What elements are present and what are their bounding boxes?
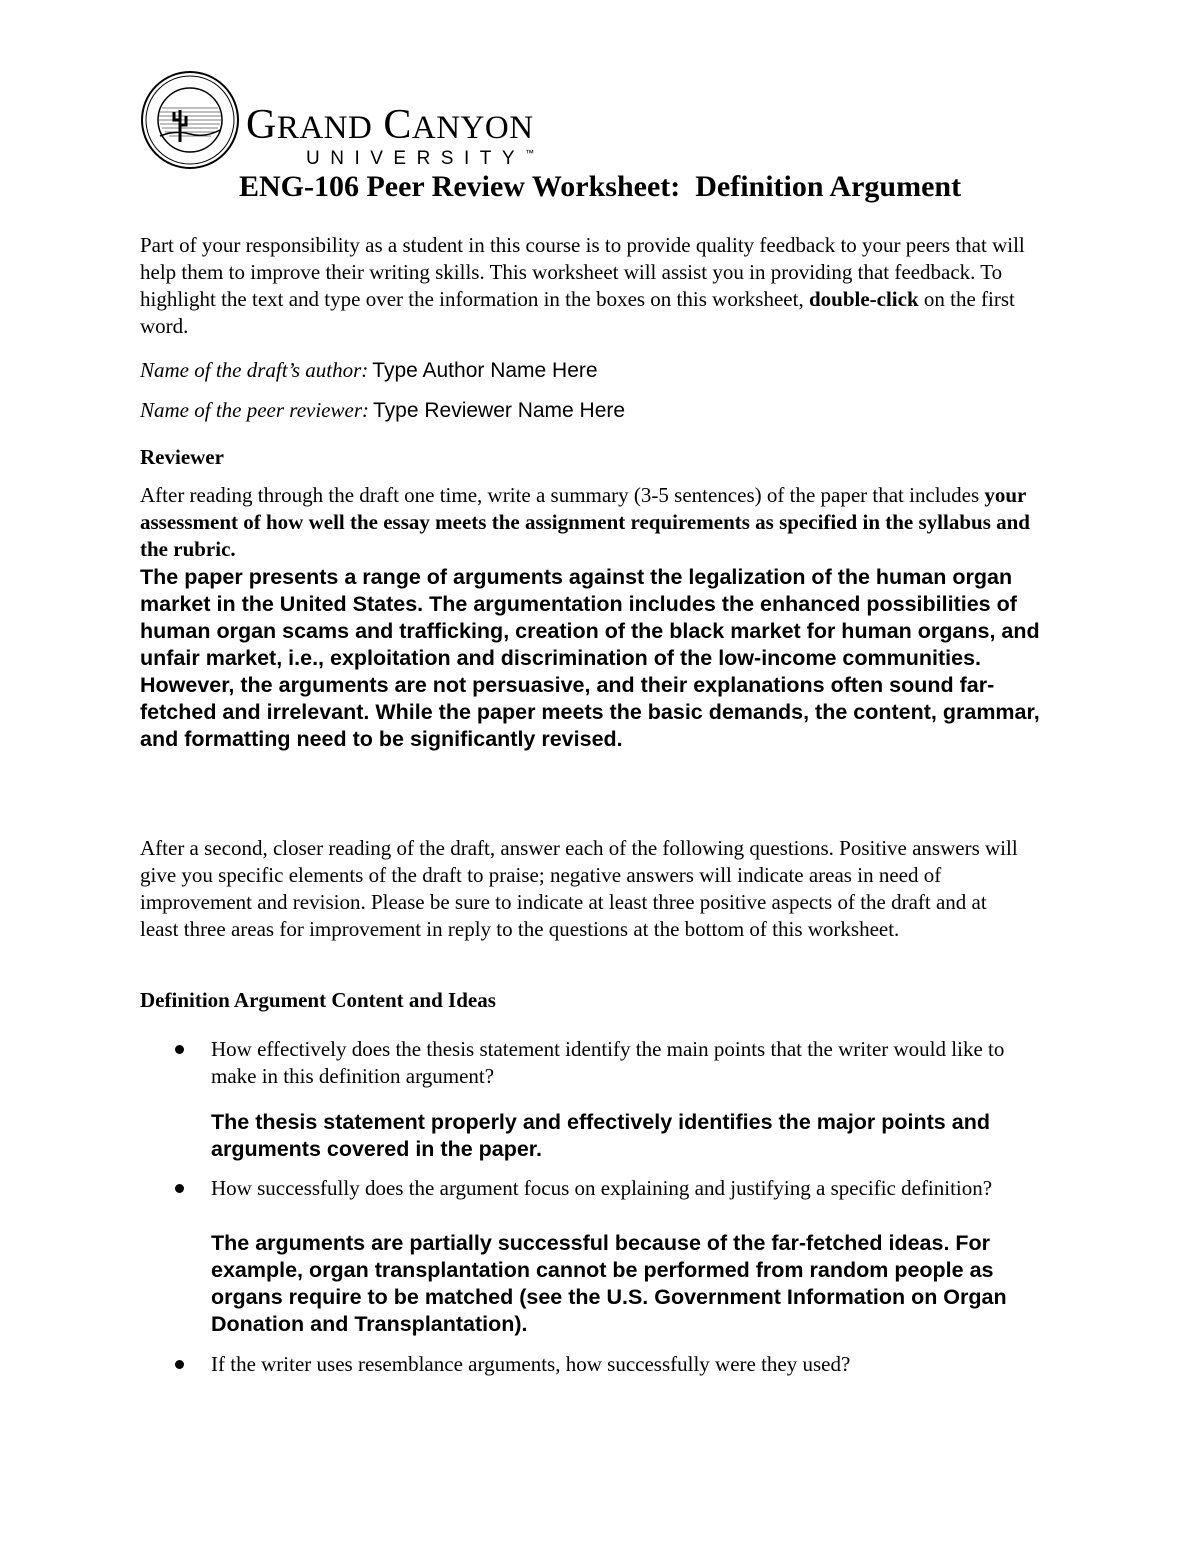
author-name-input[interactable]: Type Author Name Here: [372, 359, 598, 382]
logo-university-text: UNIVERSITY: [306, 148, 526, 169]
summary-prompt-text: After reading through the draft one time, write a summary (3-5 sentences) of the paper that includes: [140, 483, 980, 507]
bullet-icon: [175, 1184, 184, 1193]
bullet-icon: [175, 1360, 184, 1369]
answer-2[interactable]: The arguments are partially successful because of the far-fetched ideas. For example, organ transplantation cannot be performed from random people as organs require to be matched (see the U.S. Government Information on Organ Donation and Transplantation).: [211, 1231, 1007, 1336]
logo-wordmark-rand: RAND: [276, 110, 373, 146]
logo-wordmark-c: C: [383, 102, 412, 148]
university-seal-icon: [140, 70, 240, 170]
trademark-symbol: ™: [525, 148, 535, 158]
reviewer-heading: Reviewer: [140, 445, 224, 469]
intro-bold-instruction: double-click: [808, 287, 919, 311]
question-2: How successfully does the argument focus on explaining and justifying a specific definition?: [211, 1176, 993, 1200]
summary-answer[interactable]: The paper presents a range of arguments against the legalization of the human organ market in the United States. The argumentation includes the enhanced possibilities of human organ scams and trafficking, creation of the black market for human organs, and unfair market, i.e., exploitation and discrimination of the low-income communities. However, the arguments are not persuasive, and their explanations often sound far-fetched and irrelevant. While the paper meets the basic demands, the content, grammar, and formatting need to be significantly revised.: [140, 565, 1040, 751]
intro-text-end: on the first word.: [140, 287, 1015, 338]
section-heading: Definition Argument Content and Ideas: [140, 988, 496, 1012]
second-reading-paragraph: After a second, closer reading of the draft, answer each of the following questions. Positive answers will give you specific elements of the draft to praise; negative answers will indicate areas in need of improvement and revision. Please be sure to indicate at least three positive aspects of the draft and at least three areas for improvement in reply to the questions at the bottom of this worksheet.: [140, 836, 1018, 941]
question-1: How effectively does the thesis statement identify the main points that the writer would like to make in this definition argument?: [211, 1037, 1005, 1088]
logo-university: [306, 148, 534, 170]
logo-wordmark-anyon: ANYON: [411, 110, 534, 146]
answer-1[interactable]: The thesis statement properly and effectively identifies the major points and arguments covered in the paper.: [211, 1110, 990, 1161]
intro-text: Part of your responsibility as a student in this course is to provide quality feedback to your peers that will help them to improve their writing skills. This worksheet will assist you in providing that feedback. To highlight the text and type over the information in the boxes on this worksheet,: [140, 233, 1025, 311]
reviewer-name-input[interactable]: Type Reviewer Name Here: [372, 399, 626, 422]
logo-wordmark-g: G: [246, 102, 277, 148]
page-title: ENG-106 Peer Review Worksheet: Definition Argument: [238, 170, 962, 203]
author-field: [140, 357, 598, 384]
summary-prompt-bold: your assessment of how well the essay meets the assignment requirements as specified in the syllabus and the rubric.: [140, 483, 1030, 561]
reviewer-label: Name of the peer reviewer:: [140, 398, 369, 422]
logo-wordmark: [246, 102, 534, 151]
reviewer-field: [140, 397, 625, 424]
summary-prompt: [140, 482, 1050, 563]
question-3: If the writer uses resemblance arguments, how successfully were they used?: [211, 1352, 851, 1376]
author-label: Name of the draft’s author:: [140, 358, 369, 382]
bullet-icon: [175, 1045, 184, 1054]
intro-paragraph: [140, 232, 1060, 340]
